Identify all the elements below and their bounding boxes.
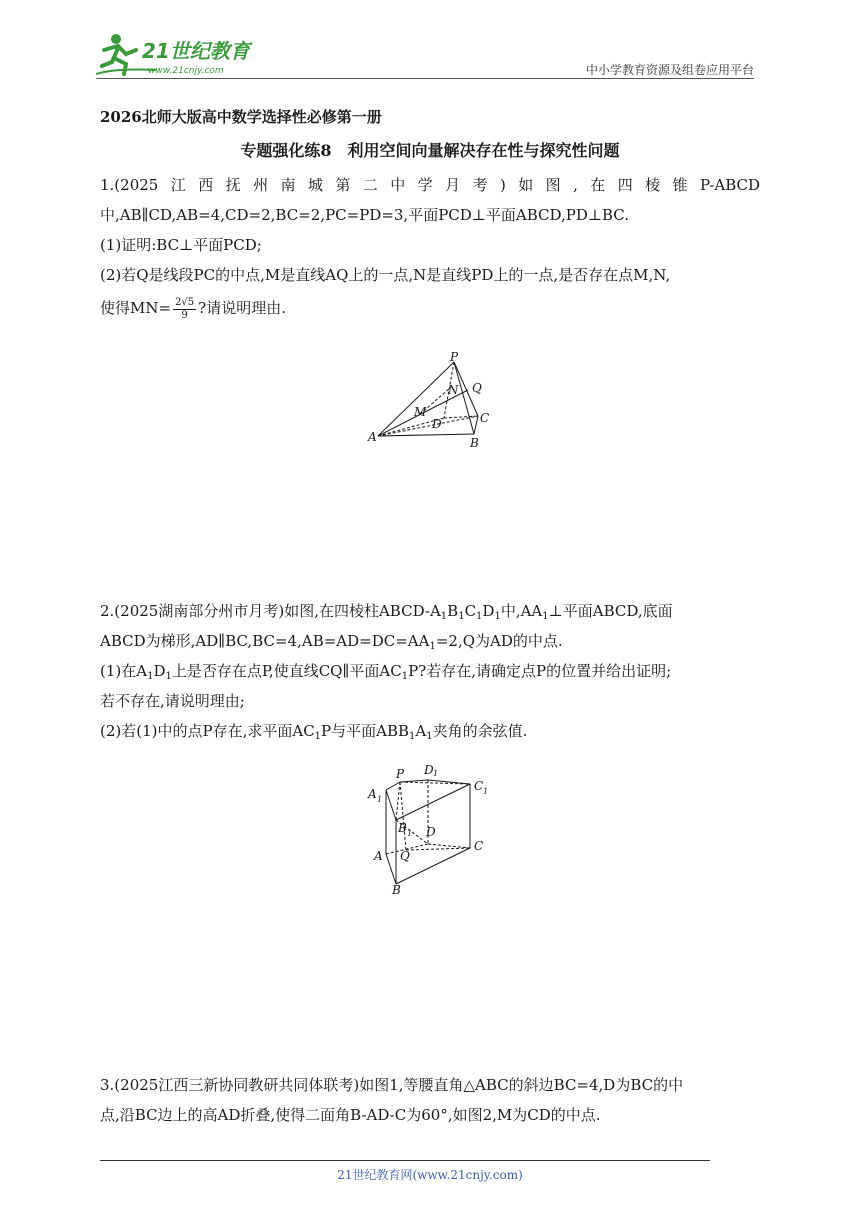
q3-line2: 点,沿BC边上的高AD折叠,使得二面角B-AD-C为60°,如图2,M为CD的中点. <box>100 1106 601 1124</box>
label-D2: D <box>426 825 436 839</box>
logo-url: www.21cnjy.com <box>148 66 224 76</box>
label-A: A <box>368 430 377 444</box>
q1-line1: 1.(2025江西抚州南城第二中学月考)如图,在四棱锥P-ABCD <box>100 176 760 194</box>
question-2 <box>100 596 760 746</box>
label-B1: B <box>398 821 407 835</box>
fraction-numerator: 2√5 <box>175 296 195 308</box>
label-N: N <box>448 383 459 397</box>
topic-title: 专题强化练8 利用空间向量解决存在性与探究性问题 <box>240 141 620 160</box>
q1-part2-post: ?请说明理由. <box>198 299 286 317</box>
label-C1-sub: 1 <box>483 787 489 796</box>
label-B2: B <box>392 883 401 895</box>
label-C1: C <box>474 779 484 793</box>
label-M: M <box>414 405 427 419</box>
fraction-denominator: 9 <box>181 309 188 321</box>
q2-part1-line2: 若不存在,请说明理由; <box>100 692 245 710</box>
label-A2: A <box>374 849 383 863</box>
book-title: 2026北师大版高中数学选择性必修第一册 <box>100 108 382 126</box>
logo-icon <box>96 30 266 80</box>
header-divider <box>96 78 754 79</box>
question-1 <box>100 170 760 326</box>
footer-divider <box>100 1160 710 1161</box>
label-Q: Q <box>472 381 482 395</box>
label-B: B <box>470 436 479 450</box>
platform-name: 中小学教育资源及组卷应用平台 <box>585 63 754 77</box>
q2-line2: ABCD为梯形$,AD\parallel BC,BC=4,AB=AD=DC=AA_1=2,Q$为AD的中点. <box>100 632 563 652</box>
label-D: D <box>432 417 442 431</box>
pyramid-figure <box>360 350 510 450</box>
label-A1: A <box>368 787 377 801</box>
label-D1-sub: 1 <box>433 769 439 778</box>
label-C2: C <box>474 839 484 853</box>
mn-fraction <box>173 297 196 322</box>
label-Q2: Q <box>400 849 410 863</box>
q1-part2-line1: (2)若Q是线段PC的中点,M是直线AQ上的一点,N是直线PD上的一点,是否存在点M,N, <box>100 266 671 284</box>
q1-line2: 中,AB∥CD,AB=4,CD=2,BC=2,PC=PD=3,平面PCD⊥平面ABCD,PD⊥BC. <box>100 206 630 224</box>
label-C: C <box>480 411 490 425</box>
q2-part1: (1)在$A_1D_1$上是否存在点P,使直线CQ∥平面$AC_1P$?若存在,请确定点P的位置并给出证明; <box>100 662 672 682</box>
prism-figure <box>362 760 502 895</box>
logo-text: 21世纪教育 <box>142 39 250 63</box>
q2-part2: (2)若(1)中的点P存在,求平面$AC_1P$与平面$ABB_1A_1$夹角的余弦值. <box>100 722 528 742</box>
footer-link[interactable]: 21世纪教育网(www.21cnjy.com) <box>337 1168 523 1182</box>
question-3 <box>100 1070 760 1130</box>
label-A1-sub: 1 <box>377 795 383 804</box>
label-P2: P <box>396 767 405 781</box>
label-P: P <box>450 350 459 364</box>
q2-line1: 2.(2025湖南部分州市月考)如图,在四棱柱ABCD-$A_1B_1C_1D_1$中$,AA_1\perp$平面ABCD,底面 <box>100 602 673 622</box>
label-D1: D <box>424 763 434 777</box>
q1-part1: (1)证明:BC⊥平面PCD; <box>100 236 262 254</box>
q3-line1: 3.(2025江西三新协同教研共同体联考)如图1,等腰直角△ABC的斜边BC=4,D为BC的中 <box>100 1076 684 1094</box>
label-B1-sub: 1 <box>407 829 413 838</box>
q1-part2-line2 <box>100 290 760 326</box>
q1-part2-pre: 使得MN= <box>100 299 172 317</box>
page-header <box>0 0 860 90</box>
